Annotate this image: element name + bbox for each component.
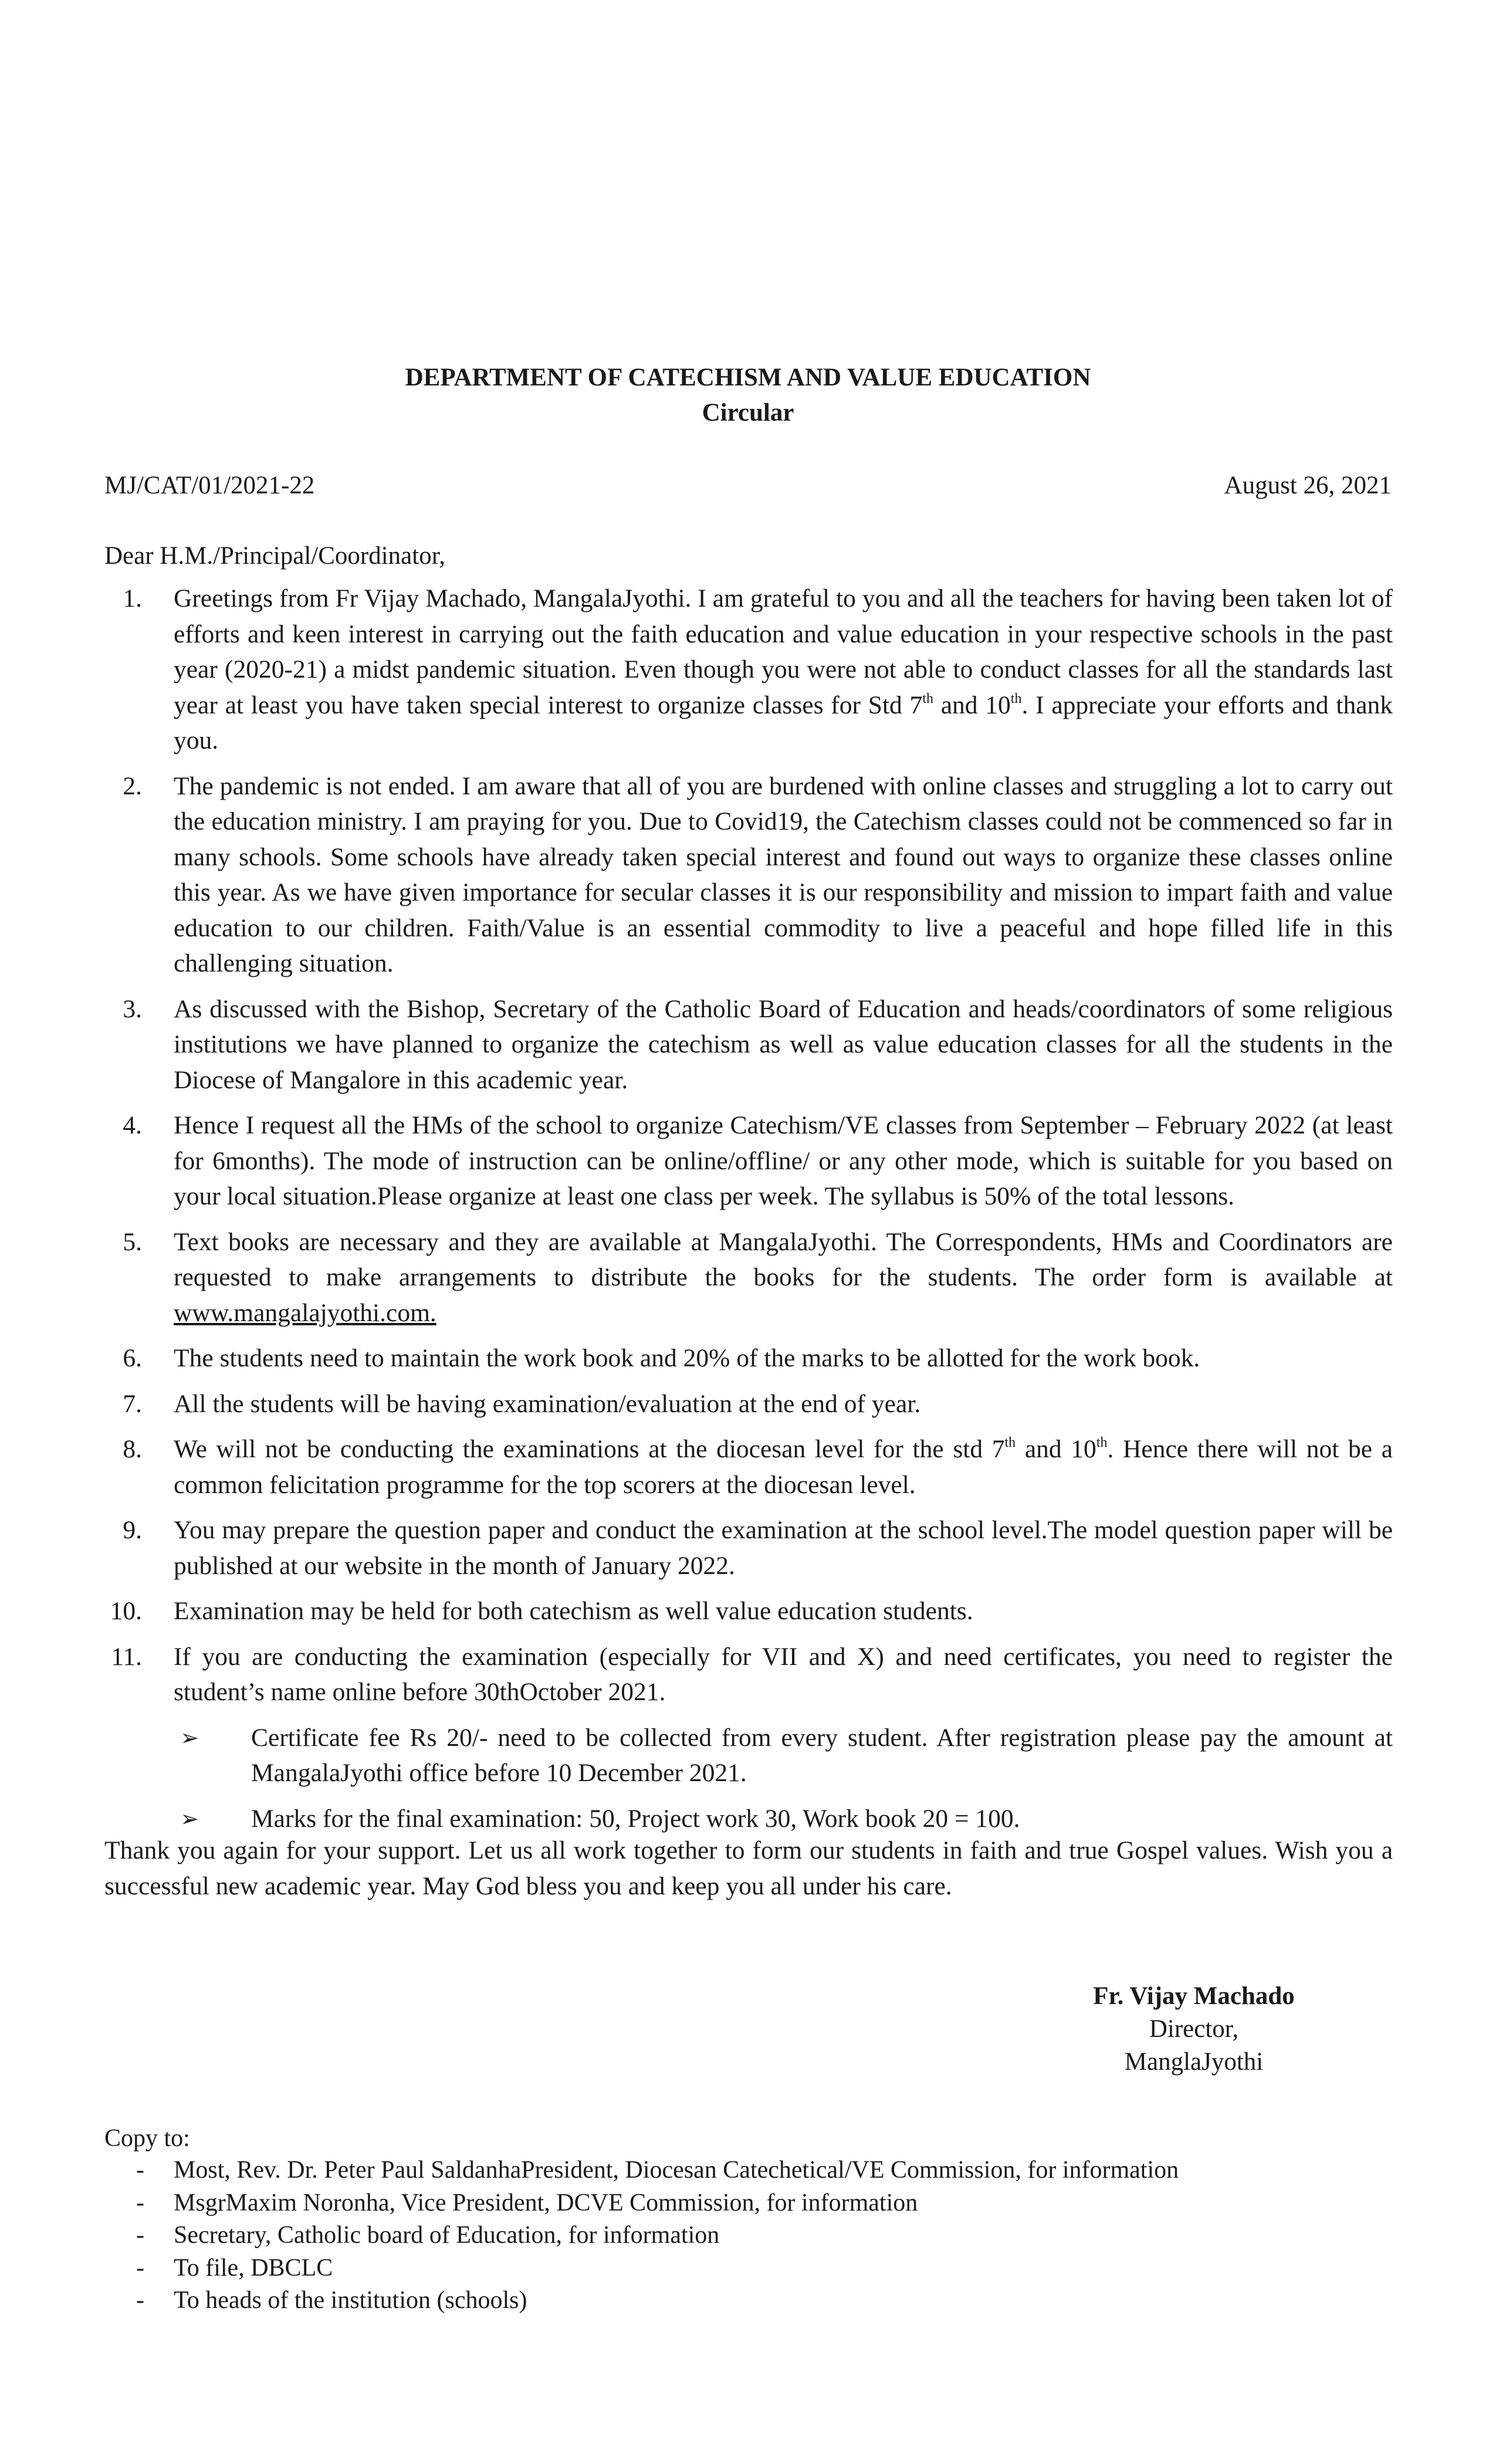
item-text: Greetings from Fr Vijay Machado, MangalaJyothi. I am grateful to you and all the teachers for having been taken lot of efforts and keen interest in carrying out the faith education and value education in your respective schools in the past year (2020-21) a midst pandemic situation. Even though you were not able to conduct classes for all the standards last year at least you have taken special interest to organize classes for Std 7th and 10th. I appreciate your efforts and thank you.: [174, 584, 1393, 754]
numbered-list: [104, 581, 1393, 1846]
item-number: 7.: [123, 1389, 142, 1418]
circular-date: August 26, 2021: [1224, 472, 1392, 499]
item-number: 5.: [123, 1227, 142, 1256]
list-item: [104, 1512, 1393, 1583]
copy-to-item: - Most, Rev. Dr. Peter Paul SaldanhaPresident, Diocesan Catechetical/VE Commission, for information: [136, 2157, 1179, 2184]
item-number: 10.: [110, 1597, 142, 1625]
list-item: [104, 769, 1393, 981]
bullet-text: Marks for the final examination: 50, Project work 30, Work book 20 = 100.: [251, 1804, 1020, 1833]
reference-number: MJ/CAT/01/2021-22: [104, 472, 315, 499]
closing-paragraph: Thank you again for your support. Let us all work together to form our students in faith and true Gospel values. Wish you a successful new academic year. May God bless you and keep you all under his care.: [104, 1836, 1393, 1900]
item-text: If you are conducting the examination (especially for VII and X) and need certificates, you need to register the student’s name online before 30thOctober 2021.: [174, 1642, 1393, 1706]
arrow-bullet-icon: ➢: [180, 1805, 199, 1832]
item-number: 3.: [123, 994, 142, 1023]
list-item: [104, 1224, 1393, 1331]
item-text: Text books are necessary and they are available at MangalaJyothi. The Correspondents, HMs and Coordinators are requested to make arrangements to distribute the books for the students. The order form is available at www.mangalajyothi.com.: [174, 1227, 1393, 1327]
list-item: [104, 1593, 1393, 1629]
copy-to-item: - MsgrMaxim Noronha, Vice President, DCVE Commission, for information: [136, 2189, 918, 2216]
copy-to-item: - Secretary, Catholic board of Education, for information: [136, 2222, 720, 2249]
signatory-title: Director,: [1149, 2015, 1239, 2043]
bullet-item: [104, 1801, 1393, 1837]
item-text: The students need to maintain the work book and 20% of the marks to be allotted for the work book.: [174, 1344, 1200, 1372]
list-item: [104, 1108, 1393, 1214]
list-item: [104, 1341, 1393, 1376]
list-item: [104, 581, 1393, 759]
list-item: [104, 1431, 1393, 1502]
copy-to-list: [104, 2154, 1393, 2317]
signatory-name: Fr. Vijay Machado: [1093, 1982, 1295, 2010]
salutation: Dear H.M./Principal/Coordinator,: [104, 542, 446, 570]
signatory-organization: ManglaJyothi: [1124, 2048, 1264, 2076]
bullet-text: Certificate fee Rs 20/- need to be collected from every student. After registration please pay the amount at MangalaJyothi office before 10 December 2021.: [251, 1723, 1393, 1787]
item-number: 11.: [111, 1642, 142, 1671]
copy-to-item: - To heads of the institution (schools): [136, 2287, 527, 2314]
item-text: All the students will be having examination/evaluation at the end of year.: [174, 1389, 921, 1418]
item-number: 9.: [123, 1516, 142, 1544]
bullet-item: [104, 1720, 1393, 1791]
website-link[interactable]: www.mangalajyothi.com.: [174, 1298, 436, 1327]
item-number: 2.: [123, 771, 142, 800]
item-number: 8.: [123, 1435, 142, 1463]
item-number: 1.: [123, 584, 142, 612]
item-number: 4.: [123, 1111, 142, 1139]
item-text: You may prepare the question paper and conduct the examination at the school level.The model question paper will be published at our website in the month of January 2022.: [174, 1516, 1393, 1580]
copy-to-item: - To file, DBCLC: [136, 2254, 333, 2282]
list-item: [104, 991, 1393, 1098]
list-item: [104, 1639, 1393, 1710]
item-number: 6.: [123, 1344, 142, 1372]
item-text: Examination may be held for both catechism as well value education students.: [174, 1597, 973, 1625]
item-text: As discussed with the Bishop, Secretary of the Catholic Board of Education and heads/coordinators of some religious institutions we have planned to organize the catechism as well as value education classes for all the students in the Diocese of Mangalore in this academic year.: [174, 994, 1393, 1094]
circular-title: Circular: [702, 399, 794, 427]
item-text: Hence I request all the HMs of the school to organize Catechism/VE classes from September – February 2022 (at least for 6months). The mode of instruction can be online/offline/ or any other mode, which is suitable for you based on your local situation.Please organize at least one class per week. The syllabus is 50% of the total lessons.: [174, 1111, 1393, 1210]
arrow-bullet-icon: ➢: [180, 1724, 199, 1751]
item-text: We will not be conducting the examinations at the diocesan level for the std 7th and 10th. Hence there will not be a common felicitation programme for the top scorers at the diocesan level.: [174, 1435, 1393, 1499]
copy-to-label: Copy to:: [104, 2125, 190, 2152]
department-heading: DEPARTMENT OF CATECHISM AND VALUE EDUCATION: [405, 364, 1091, 391]
list-item: [104, 1386, 1393, 1422]
item-text: The pandemic is not ended. I am aware that all of you are burdened with online classes and struggling a lot to carry out the education ministry. I am praying for you. Due to Covid19, the Catechism classes could not be commenced so far in many schools. Some schools have already taken special interest and found out ways to organize these classes online this year. As we have given importance for secular classes it is our responsibility and mission to impart faith and value education to our children. Faith/Value is an essential commodity to live a peaceful and hope filled life in this challenging situation.: [174, 771, 1393, 977]
